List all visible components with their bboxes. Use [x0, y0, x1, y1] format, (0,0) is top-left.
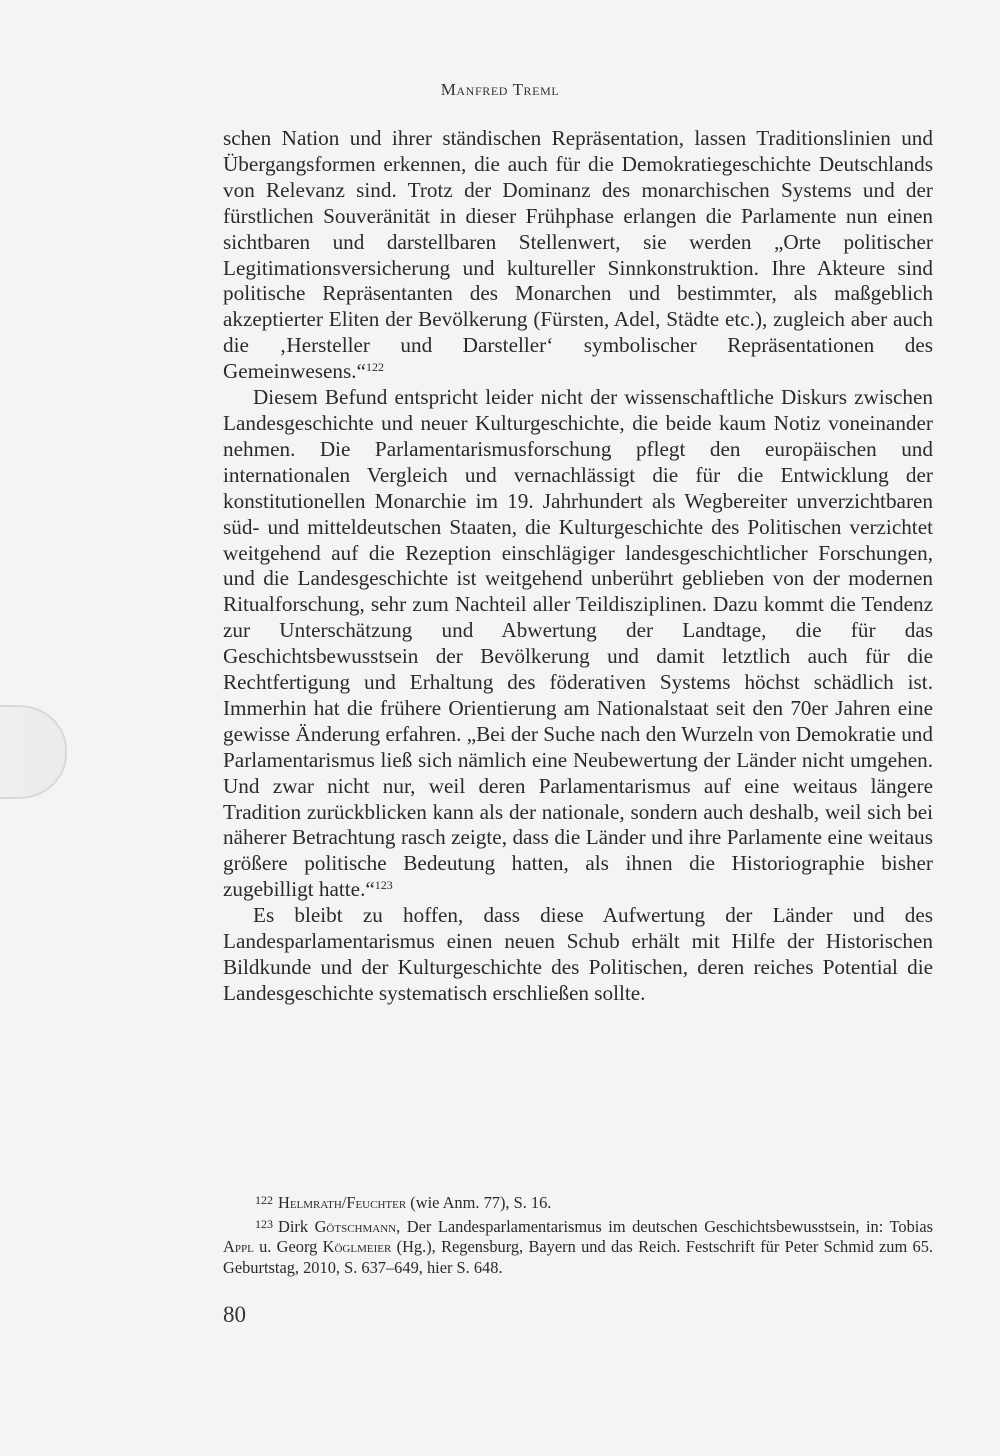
footnote-123: $^{123}$ Dirk Götschmann, Der Landesparlamentarismus im deutschen Geschichtsbewusstsein, in: Tobias Appl u. Georg Köglmeier (Hg.), Regensburg, Bayern und das Reich. Festschrift für Peter Schmid zum 65. Geburtstag, 2010, S. 637–649, hier S. 648. [223, 1216, 933, 1277]
main-text [223, 126, 933, 1007]
footnote-editor: Appl [223, 1237, 254, 1256]
paragraph-2: Diesem Befund entspricht leider nicht der wissenschaftliche Diskurs zwischen Landesgeschichte und neuer Kulturgeschichte, die beide kaum Notiz voneinander nehmen. Die Parlamentarismusforschung pflegt den europäischen und internationalen Vergleich und vernachlässigt die für die Entwicklung der konstitutionellen Monarchie im 19. Jahrhundert als Wegbereiter unverzichtbaren süd- und mitteldeutschen Staaten, die Kulturgeschichte des Politischen verzichtet weitgehend auf die Rezeption einschlägiger landesgeschichtlicher Forschungen, und die Landesgeschichte ist weitgehend unberührt geblieben von der modernen Ritualforschung, sehr zum Nachteil aller Teildisziplinen. Dazu kommt die Tendenz zur Unterschätzung und Abwertung der Landtage, die für das Geschichtsbewusstsein der Bevölkerung und damit letztlich auch für die Rechtfertigung und Erhaltung des föderativen Systems höchst schädlich ist. Immerhin hat die frühere Orientierung am Nationalstaat seit den 70er Jahren eine gewisse Änderung erfahren. „Bei der Suche nach den Wurzeln von Demokratie und Parlamentarismus ließ sich nämlich eine Neubewertung der Länder nicht umgehen. Und zwar nicht nur, weil deren Parlamentarismus auf eine weitaus längere Tradition zurückblicken kann als der nationale, sondern auch deshalb, weil sich bei näherer Betrachtung rasch zeigte, dass die Länder und ihre Parlamente eine weitaus größere politische Bedeutung hatten, als ihnen die Historiographie bisher zugebilligt hatte.“$^{123}$ [223, 385, 933, 902]
footnote-number: 123 [255, 1216, 273, 1231]
scan-thumb-shadow [0, 705, 67, 799]
running-head: Manfred Treml [440, 80, 560, 99]
footnote-ref-123[interactable]: 123 [374, 878, 393, 893]
footnote-number: 122 [255, 1193, 273, 1207]
paragraph-3: Es bleibt zu hoffen, dass diese Aufwertung der Länder und des Landesparlamentarismus einen neuen Schub erhält mit Hilfe der Historischen Bildkunde und der Kulturgeschichte des Politischen, deren reiches Potential die Landesgeschichte systematisch erschließen sollte. [223, 903, 933, 1005]
footnote-ref-122[interactable]: 122 [365, 360, 384, 375]
footnote-editor: Köglmeier [322, 1237, 392, 1256]
page-number: 80 [223, 1302, 246, 1327]
footnotes [223, 1190, 933, 1278]
footnote-author: Helmrath/Feuchter [278, 1193, 407, 1212]
paragraph-1: schen Nation und ihrer ständischen Repräsentation, lassen Traditionslinien und Übergangsformen erkennen, die auch für die Demokratiegeschichte Deutschlands von Relevanz sind. Trotz der Dominanz des monarchischen Systems und der fürstlichen Souveränität in dieser Frühphase erlangen die Parlamente nun einen sichtbaren und darstellbaren Stellenwert, sie werden „Orte politischer Legitimationsversicherung und kultureller Sinnkonstruktion. Ihre Akteure sind politische Repräsentanten des Monarchen und bestimmter, als maßgeblich akzeptierter Eliten der Bevölkerung (Fürsten, Adel, Städte etc.), zugleich aber auch die ‚Hersteller und Darsteller‘ symbolischer Repräsentationen des Gemeinwesens.“$^{122}$ [223, 126, 933, 384]
footnote-122: $^{122}$ Helmrath/Feuchter (wie Anm. 77), S. 16. [255, 1193, 552, 1212]
footnote-author: Götschmann [314, 1216, 397, 1236]
